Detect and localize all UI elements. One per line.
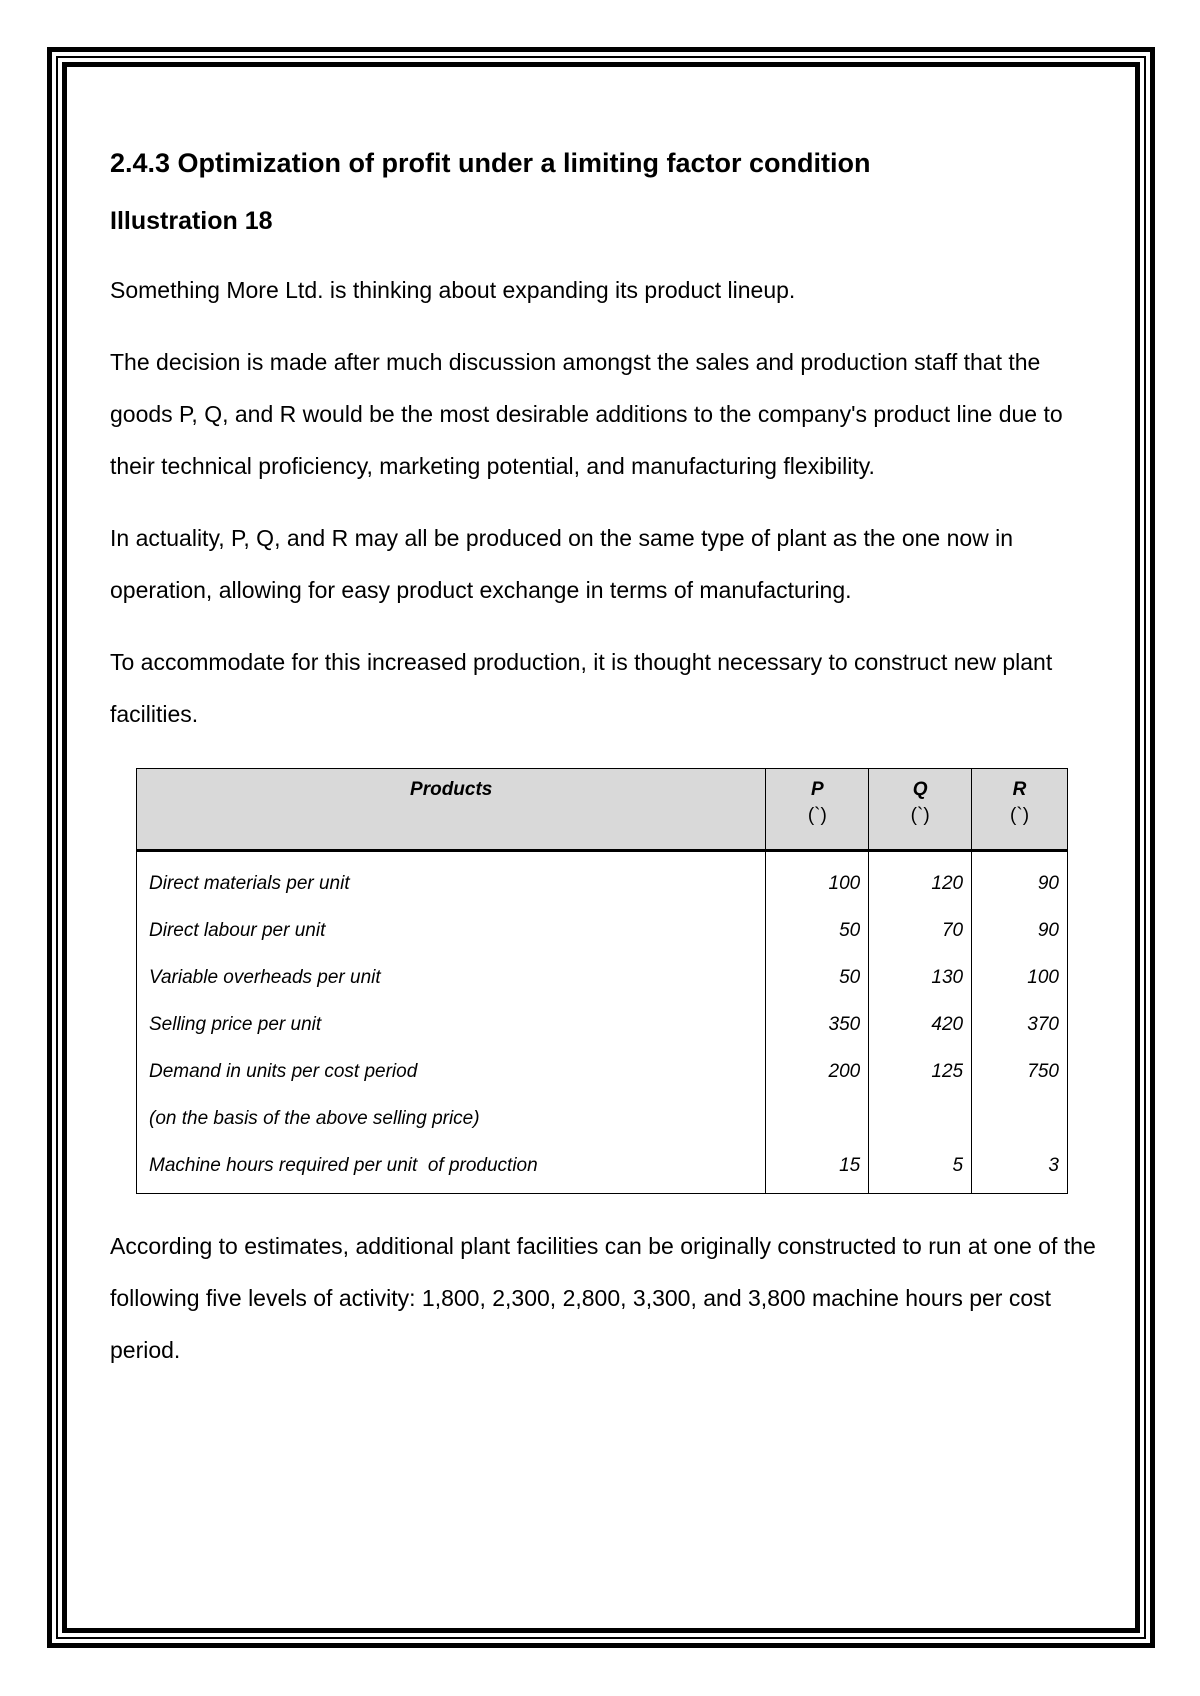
table-row bbox=[137, 1142, 1068, 1194]
row-label: Direct materials per unit bbox=[137, 851, 766, 908]
header-products: Products bbox=[137, 769, 766, 851]
table-row bbox=[137, 907, 1068, 954]
product-cost-table bbox=[136, 768, 1068, 1194]
value-r: 100 bbox=[972, 954, 1068, 1001]
illustration-title: Illustration 18 bbox=[110, 207, 273, 235]
paragraph-facilities: To accommodate for this increased production, it is thought necessary to construct new plant facilities. bbox=[110, 649, 1053, 727]
value-r bbox=[972, 1095, 1068, 1142]
value-q bbox=[869, 1095, 972, 1142]
header-q bbox=[869, 769, 972, 851]
paragraph-closing: According to estimates, additional plant facilities can be originally constructed to run at one of the following five levels of activity: 1,800, 2,300, 2,800, 3,300, and 3,800 machine hours per cost period. bbox=[110, 1233, 1096, 1363]
header-q-unit: (`) bbox=[910, 805, 930, 826]
value-p: 15 bbox=[766, 1142, 869, 1194]
value-r: 3 bbox=[972, 1142, 1068, 1194]
header-r bbox=[972, 769, 1068, 851]
document-body bbox=[110, 140, 1100, 1396]
section-heading: 2.4.3 Optimization of profit under a limiting factor condition bbox=[110, 148, 871, 178]
value-q: 420 bbox=[869, 1001, 972, 1048]
value-p bbox=[766, 1095, 869, 1142]
header-q-name: Q bbox=[912, 779, 928, 800]
row-label: Direct labour per unit bbox=[137, 907, 766, 954]
value-p: 50 bbox=[766, 954, 869, 1001]
value-r: 90 bbox=[972, 851, 1068, 908]
table-row bbox=[137, 1048, 1068, 1095]
header-p-unit: (`) bbox=[807, 805, 827, 826]
value-p: 200 bbox=[766, 1048, 869, 1095]
header-p bbox=[766, 769, 869, 851]
value-q: 130 bbox=[869, 954, 972, 1001]
value-r: 370 bbox=[972, 1001, 1068, 1048]
paragraph-intro: Something More Ltd. is thinking about expanding its product lineup. bbox=[110, 277, 796, 303]
header-r-unit: (`) bbox=[1010, 805, 1030, 826]
value-q: 125 bbox=[869, 1048, 972, 1095]
value-q: 70 bbox=[869, 907, 972, 954]
value-q: 120 bbox=[869, 851, 972, 908]
table-row bbox=[137, 851, 1068, 908]
table-header-row bbox=[137, 769, 1068, 851]
paragraph-actuality: In actuality, P, Q, and R may all be produced on the same type of plant as the one now in operation, allowing for easy product exchange in terms of manufacturing. bbox=[110, 525, 1014, 603]
paragraph-decision: The decision is made after much discussion amongst the sales and production staff that the goods P, Q, and R would be the most desirable additions to the company's product line due to their technical proficiency, marketing potential, and manufacturing flexibility. bbox=[110, 349, 1063, 479]
value-p: 50 bbox=[766, 907, 869, 954]
value-p: 100 bbox=[766, 851, 869, 908]
table-row bbox=[137, 1001, 1068, 1048]
table-row bbox=[137, 1095, 1068, 1142]
value-p: 350 bbox=[766, 1001, 869, 1048]
header-p-name: P bbox=[810, 779, 824, 800]
value-r: 90 bbox=[972, 907, 1068, 954]
row-label: Variable overheads per unit bbox=[137, 954, 766, 1001]
row-label: Machine hours required per unit of production bbox=[137, 1142, 766, 1194]
row-label: Selling price per unit bbox=[137, 1001, 766, 1048]
table-row bbox=[137, 954, 1068, 1001]
header-r-name: R bbox=[1012, 779, 1027, 800]
row-label: Demand in units per cost period bbox=[137, 1048, 766, 1095]
value-r: 750 bbox=[972, 1048, 1068, 1095]
row-label: (on the basis of the above selling price) bbox=[137, 1095, 766, 1142]
value-q: 5 bbox=[869, 1142, 972, 1194]
